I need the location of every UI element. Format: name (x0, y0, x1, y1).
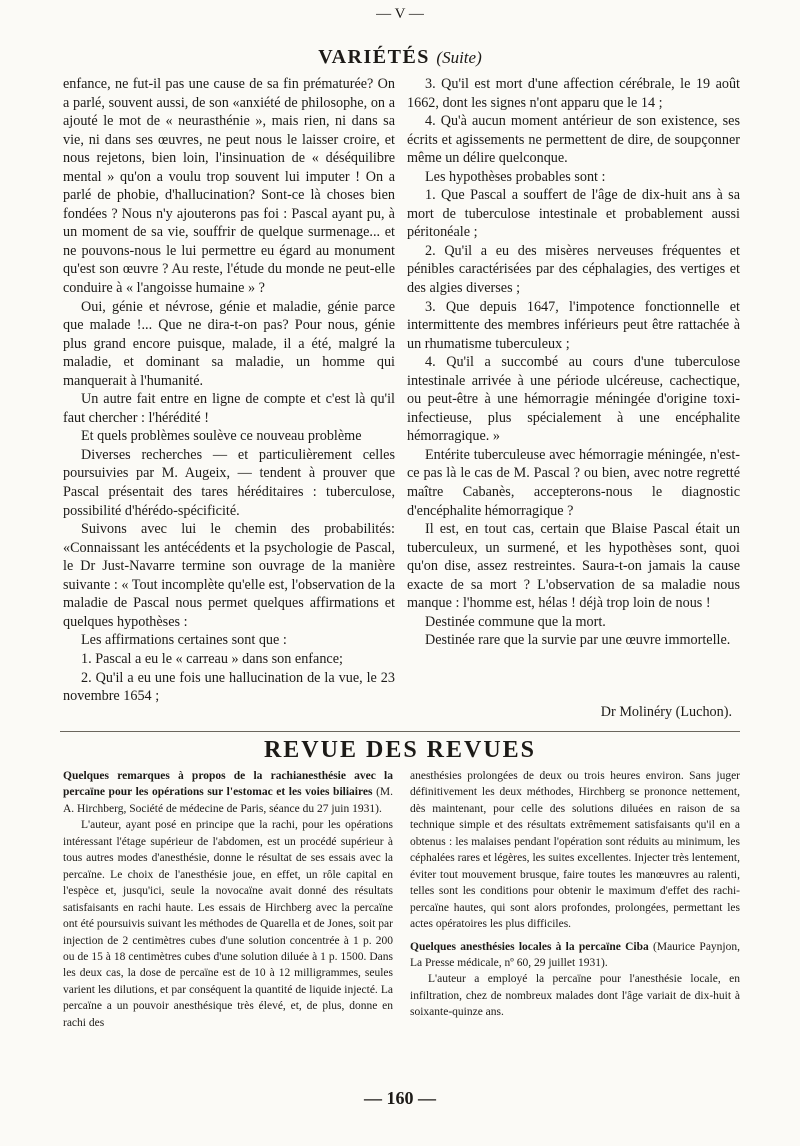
author-signature: Dr Molinéry (Luchon). (600, 704, 732, 720)
paragraph: 1. Que Pascal a souffert de l'âge de dix-huit ans à sa mort de tuberculose intestinale et probablement aussi péritonéale ; (407, 187, 740, 241)
article-title: Quelques anesthésies locales à la percaïne Ciba (410, 940, 649, 953)
section-title-text: VARIÉTÉS (318, 46, 430, 68)
paragraph: Destinée commune que la mort. (425, 613, 606, 630)
paragraph: Il est, en tout cas, certain que Blaise Pascal était un tuberculeux, un surmené, et les hypothèses sont, quoi qu'on dise, assez restreintes. Saura-t-on jamais la cause exacte de sa mort ? L'observation de sa maladie nous manque : l'homme est, hélas ! déjà trop loin de nous ! (407, 521, 740, 612)
varietes-column-left (63, 75, 395, 706)
paragraph: 4. Qu'il a succombé au cours d'une tuberculose intestinale arrivée à une période ulcéreuse, cachectique, ou peut-être à une hémorragie méningée d'origine toxi-infectieuse, plus spécialement à une encéphalite hémorragique. » (407, 354, 740, 445)
paragraph: Les hypothèses probables sont : (425, 168, 606, 185)
revue-heading: REVUE DES REVUES (263, 737, 537, 763)
paragraph: 2. Qu'il a eu une fois une hallucination de la vue, le 23 novembre 1654 ; (63, 669, 395, 705)
paragraph: Oui, génie et névrose, génie et maladie, génie parce que malade !... Que ne dira-t-on pas? Pour nous, génie plus grand encore puisque, malade, il a été, malgré la maladie, et dominant sa maladie, un homme qui manquerait à l'humanité. (63, 298, 395, 389)
varietes-column-right (407, 75, 740, 650)
paragraph: 3. Qu'il est mort d'une affection cérébrale, le 19 août 1662, dont les signes n'ont apparu que le 14 ; (407, 76, 740, 111)
article-title: Quelques remarques à propos de la rachianesthésie avec la percaïne pour les opérations sur l'estomac et les voies biliaires (63, 770, 393, 799)
paragraph: 1. Pascal a eu le « carreau » dans son enfance; (81, 650, 343, 667)
article-body: anesthésies prolongées de deux ou trois heures environ. Sans juger définitivement les deux méthodes, Hirchberg se prononce nettement, dès maintenant, pour celle des solutions diluées en raison de sa technique simple et des résultats extrêmement satisfaisants qu'il en a obtenus : les malaises pendant l'opération sont réduits au minimum, les céphalées rares et légères, les suites excellentes. Injecter très lentement, éviter tout mouvement brusque, faire toutes les manœuvres au ralenti, telles sont les conditions pour obtenir le maximum d'effet des rachi-percaïne hautes, qui sont alors profondes, prolongées, permettant les actes opératoires les plus difficiles. (410, 770, 740, 931)
paragraph: Et quels problèmes soulève ce nouveau problème (81, 428, 362, 445)
paragraph: 4. Qu'à aucun moment antérieur de son existence, ses écrits et agissements ne permettent de dire, de soupçonner même un délire quelconque. (407, 113, 740, 167)
paragraph: 3. Que depuis 1647, l'impotence fonctionnelle et intermittente des membres inférieurs peut être rattachée à un rhumatisme tuberculeux ; (407, 298, 740, 352)
paragraph: 2. Qu'il a eu des misères nerveuses fréquentes et pénibles caractérisées par des céphalagies, des vertiges et des algies diverses ; (407, 242, 740, 297)
page-number: — 160 — (364, 1088, 436, 1108)
paragraph: Destinée rare que la survie par une œuvre immortelle. (425, 632, 731, 649)
paragraph: enfance, ne fut-il pas une cause de sa fin prématurée? On a parlé, souvent aussi, de son «anxiété de philosophe, on a ajouté le mot de « neurasthénie », mais rien, ni dans sa vie, ni dans ses œuvres, ne peut nous le laisser croire, et nous rejetons, bien loin, l'insinuation de « déséquilibre mental » qu'on a voulu trop souvent lui imputer ! On a parlé de phobie, d'hallucination? Sont-ce là choses bien fondées ? Nous n'y ajouterons pas foi : Pascal ayant pu, à un moment de sa vie, souffrir de quelque surmenage... et ne pouvons-nous le lui permettre eu égard au monument qu'est son œuvre ? Au reste, l'étude du monde ne peut-elle conduire à « l'angoisse humaine » ? (63, 76, 395, 297)
section-suite: (Suite) (436, 48, 482, 67)
paragraph: Un autre fait entre en ligne de compte et c'est là qu'il faut chercher : l'hérédité ! (63, 391, 395, 426)
paragraph: Entérite tuberculeuse avec hémorragie méningée, n'est-ce pas là le cas de M. Pascal ? ou bien, avec notre regretté maître Cabanès, accepterons-nous le diagnostic d'encéphalite hémorragique ? (407, 446, 740, 519)
revue-column-left (63, 768, 393, 1031)
section-title (0, 46, 800, 69)
paragraph: Suivons avec lui le chemin des probabilités: «Connaissant les antécédents et la psychologie de Pascal, le Dr Just-Navarre termine son ouvrage de la manière suivante : « Tout incomplète qu'elle est, l'observation de la maladie de Pascal nous permet quelques affirmations et quelques hypothèses : (63, 521, 395, 630)
section-divider (60, 731, 740, 732)
paragraph: Les affirmations certaines sont que : (81, 632, 287, 649)
roman-page-marker: — V — (376, 6, 424, 22)
article-header (63, 768, 393, 817)
article-source: (Maurice Paynjon, La Presse médicale, nº 60, 29 juillet 1931). (410, 940, 740, 969)
article-header (410, 939, 740, 972)
article-body: L'auteur, ayant posé en principe que la rachi, pour les opérations intéressant l'étage supérieur de l'abdomen, est un procédé supérieur à tous autres modes d'anesthésie, donne le résultat de ses essais avec la percaïne. Le choix de l'anesthésie joue, en effet, un rôle capital en l'espèce et, jusqu'ici, seule la novocaïne avait donné des résultats satisfaisants en rachi haute. Les essais de Hirchberg avec la percaïne ont été poursuivis suivant les méthodes de Quarella et de Jones, soit par injection de 2 centimètres cubes d'une solution concentrée à 1 p. 200 ou de 15 à 18 centimètres cubes d'une solution diluée à 1 p. 1500. Dans les deux cas, la dose de percaïne est de 10 à 12 milligrammes, seules varient les dilutions, et par conséquent la quantité de liquide injecté. La percaïne a un pouvoir anesthésique très élevé, et, de plus, donne en rachi des (63, 819, 393, 1029)
revue-column-right (410, 768, 740, 1021)
article-source: (M. A. Hirchberg, Société de médecine de Paris, séance du 27 juin 1931). (63, 786, 394, 815)
paragraph: Diverses recherches — et particulièrement celles poursuivies par M. Augeix, — tendent à prouver que Pascal présentait des tares héréditaires : tuberculose, possibilité d'hérédo-spécificité. (63, 446, 395, 519)
article-body: L'auteur a employé la percaïne pour l'anesthésie locale, en infiltration, chez de nombreux malades dont l'âge variait de dix-huit à soixante-quinze ans. (410, 973, 740, 1019)
